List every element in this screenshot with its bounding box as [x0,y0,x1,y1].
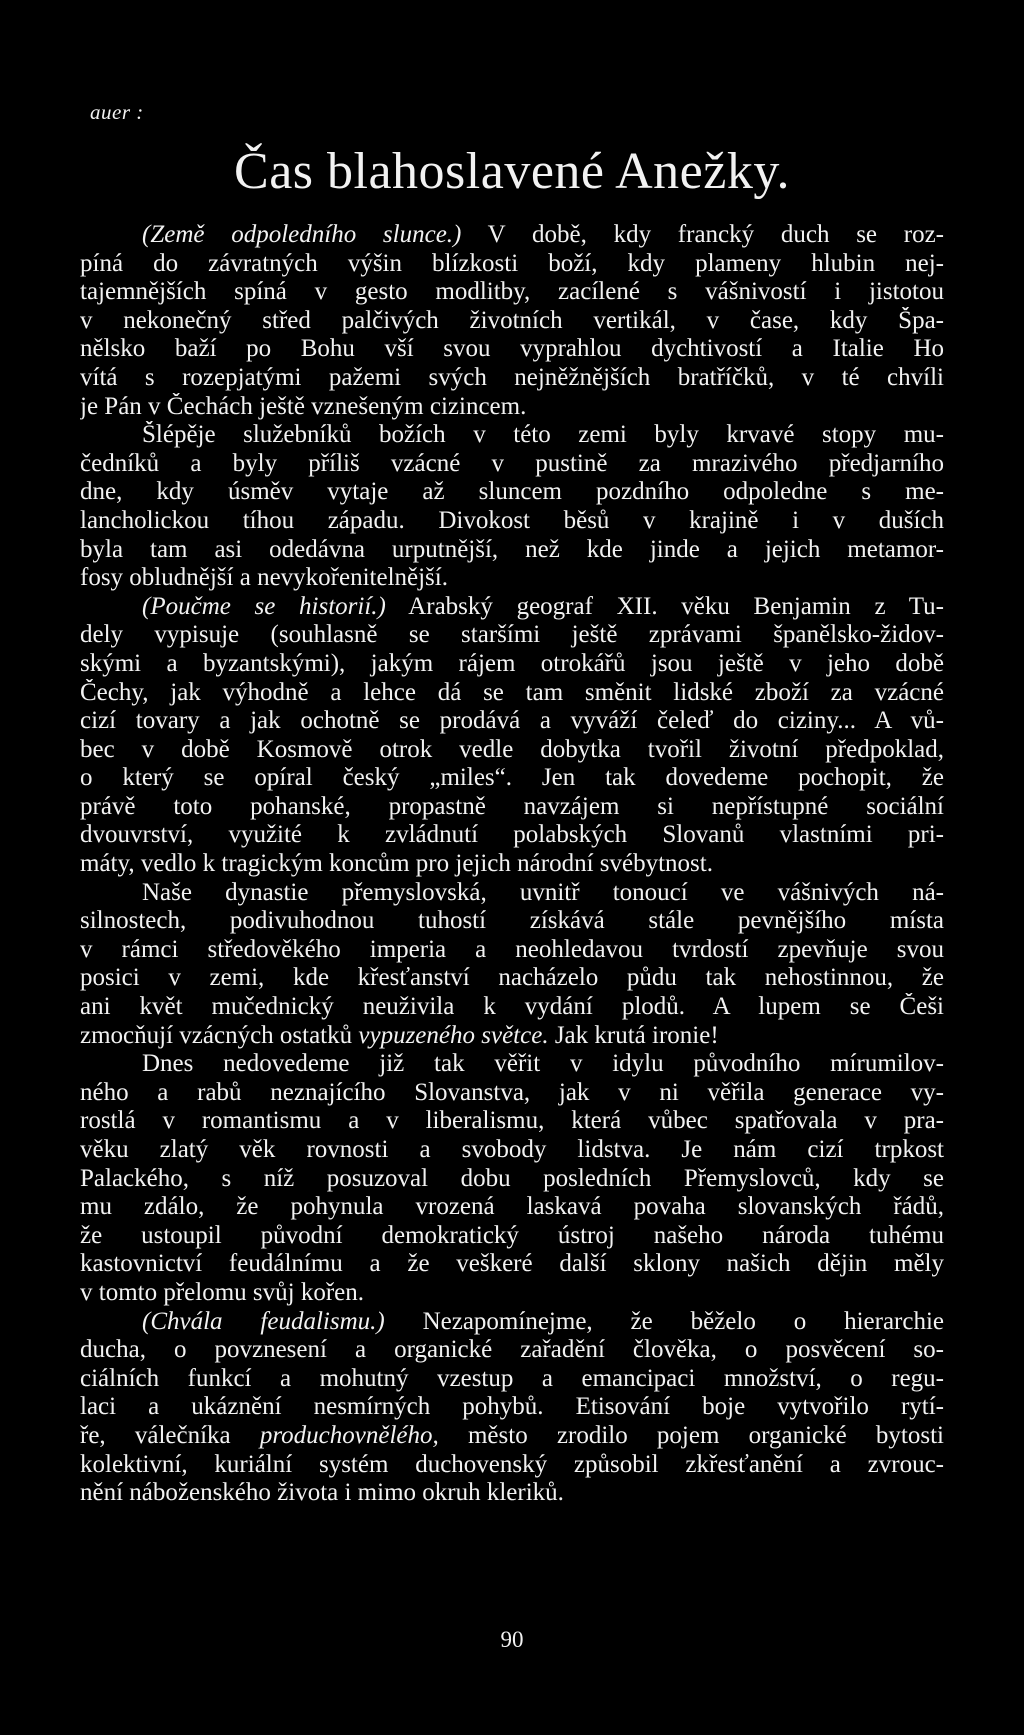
text-line: dne, kdy úsměv vytaje až sluncem pozdního odpoledne s me- [80,478,944,506]
text-line: v tomto přelomu svůj kořen. [80,1278,364,1306]
text-line: (Chvála feudalismu.) Nezapomínejme, že běželo o hierarchie [142,1307,944,1335]
text-line: posici v zemi, kde křesťanství nacházelo půdu tak nehostinnou, že [80,964,944,992]
text-line: fosy obludnější a nevykořenitelnější. [80,564,448,592]
text-line: zmocňují vzácných ostatků vypuzeného světce. Jak krutá ironie! [80,1021,719,1049]
text-line: byla tam asi odedávna urputnější, než kde jinde a jejich metamor- [80,535,944,563]
text-line: ani květ mučednický neuživila k vydání plodů. A lupem se Češi [80,993,944,1021]
text-line: čedníků a byly příliš vzácné v pustině za mrazivého předjarního [80,449,944,477]
text-line: kastovnictví feudálnímu a že veškeré další sklony našich dějin měly [80,1250,944,1278]
text-line: kolektivní, kuriální systém duchovenský způsobil zkřesťanění a zvrouc- [80,1450,944,1478]
text-line: (Poučme se historií.) Arabský geograf XII. věku Benjamin z Tu- [142,592,944,620]
text-line: (Země odpoledního slunce.) V době, kdy francký duch se roz- [142,221,944,248]
text-line: bec v době Kosmově otrok vedle dobytka tvořil životní předpoklad, [80,735,944,763]
text-line: Dnes nedovedeme již tak věřit v idylu původního mírumilov- [142,1050,944,1078]
text-line: že ustoupil původní demokratický ústroj našeho národa tuhému [80,1221,944,1249]
section-label: (Země odpoledního slunce.) [142,221,462,248]
text-line: věku zlatý věk rovnosti a svobody lidstva. Je nám cizí trpkost [80,1136,944,1163]
text-line: o který se opíral český „miles“. Jen tak dovedeme pochopit, že [80,764,944,792]
text-line: Šlépěje služebníků božích v této zemi byly krvavé stopy mu- [142,421,944,449]
text-line: Palackého, s níž posuzoval dobu posledních Přemyslovců, kdy se [80,1164,944,1192]
text-line: ciálních funkcí a mohutný vzestup a emancipaci množství, o regu- [80,1364,944,1392]
text-line: v rámci středověkého imperia a neohledavou tvrdostí zpevňuje svou [80,935,944,963]
chapter-title: Čas blahoslavené Anežky. [234,143,790,200]
section-label: (Poučme se historií.) [142,592,386,620]
text-line: v nekonečný střed palčivých životních vertikál, v čase, kdy Špa- [80,306,944,334]
text-line: vítá s rozepjatými pažemi svých nejněžnějších bratříčků, v té chvíli [80,363,944,391]
text-line: Naše dynastie přemyslovská, uvnitř tonoucí ve vášnivých ná- [142,878,944,906]
text-line: máty, vedlo k tragickým koncům pro jejich národní svébytnost. [80,850,713,878]
emphasis: produchovnělého, [259,1421,439,1449]
text-line: rostlá v romantismu a v liberalismu, která vůbec spatřovala v pra- [80,1107,944,1135]
text-line: silnostech, podivuhodnou tuhostí získává stále pevnějšího místa [80,907,944,935]
text-line: dvouvrství, využité k zvládnutí polabských Slovanů vlastními pri- [80,821,944,849]
text-line: mu zdálo, že pohynula vrozená laskavá povaha slovanských řádů, [80,1193,944,1221]
page-number: 90 [500,1627,524,1652]
text-line: dely vypisuje (souhlasně se staršími ještě zprávami španělsko-židov- [80,621,944,649]
text-line: tajemnějších spíná v gesto modlitby, zacílené s vášnivostí i jistotou [80,278,944,306]
body-text [80,221,944,1508]
running-head: auer : [90,100,144,124]
text-line: ného a rabů neznajícího Slovanstva, jak v ni věřila generace vy- [80,1078,944,1106]
text-line: skými a byzantskými), jakým rájem otrokářů jsou ještě v jeho době [80,649,944,677]
text-line: lancholickou tíhou západu. Divokost běsů v krajině i v duších [80,506,944,534]
text-line: nělsko baží po Bohu vší svou vyprahlou dychtivostí a Italie Ho [80,335,944,363]
emphasis: vypuzeného světce. [358,1021,549,1049]
section-label: (Chvála feudalismu.) [142,1307,385,1335]
text-line: Čechy, jak výhodně a lehce dá se tam směnit lidské zboží za vzácné [80,678,944,706]
text-line: ře, válečníka produchovnělého, město zrodilo pojem organické bytosti [80,1421,944,1449]
text-line: píná do závratných výšin blízkosti boží, kdy plameny hlubin nej- [80,249,944,277]
text-line: je Pán v Čechách ještě vznešeným cizincem. [80,392,527,420]
text-line: cizí tovary a jak ochotně se prodává a vyváží čeleď do ciziny... A vů- [80,707,944,735]
text-line: ducha, o povznesení a organické zařadění člověka, o posvěcení so- [80,1336,944,1364]
text-line: právě toto pohanské, propastně navzájem si nepřístupné sociální [80,792,944,820]
text-line: laci a ukáznění nesmírných pohybů. Etisování boje vytvořilo rytí- [80,1393,944,1421]
text-line: nění náboženského života i mimo okruh kleriků. [80,1479,564,1507]
